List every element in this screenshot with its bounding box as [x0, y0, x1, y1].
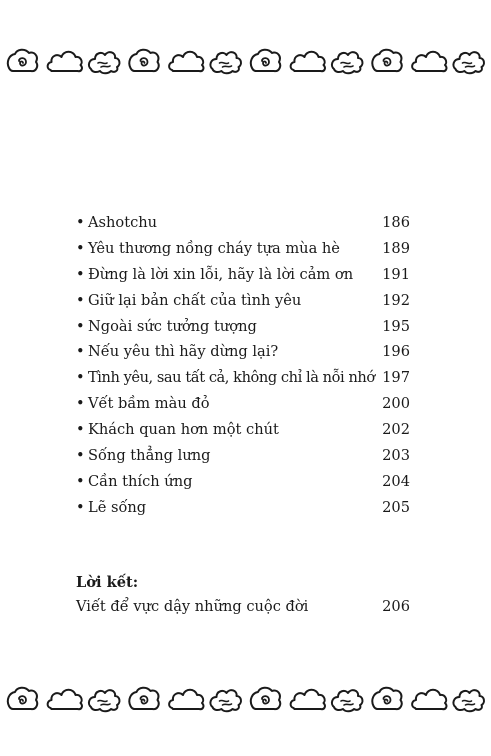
swirl-cloud-icon: [89, 690, 120, 711]
toc-entry-page: 200: [382, 395, 410, 413]
toc-entry-title: Khách quan hơn một chút: [88, 421, 279, 439]
toc-entry: [76, 318, 410, 344]
cloud-border: [4, 682, 490, 716]
toc-entry-page: 186: [382, 214, 410, 231]
bullet: •: [76, 265, 85, 283]
cloud-icon: [412, 690, 446, 709]
cloud-icon: [412, 52, 446, 71]
toc-entry-title: Ngoài sức tưởng tượng: [88, 317, 257, 335]
epilogue-section: [76, 574, 410, 624]
cloud-icon: [48, 690, 82, 709]
toc-entry: [76, 369, 410, 395]
toc-entry: [76, 499, 410, 525]
toc-entry-page: 202: [382, 421, 410, 439]
epilogue-entry: [76, 598, 410, 624]
toc-entry-page: 203: [382, 447, 410, 465]
spiral-cloud-icon: [251, 688, 280, 709]
decorative-border-bottom: [4, 682, 490, 716]
toc-entry-title: Vết bầm màu đỏ: [88, 395, 210, 413]
bullet: •: [76, 498, 85, 516]
cloud-icon: [48, 52, 82, 71]
toc-entry-title: Ashotchu: [88, 214, 158, 231]
bullet: •: [76, 239, 85, 257]
toc-entry-page: 196: [382, 343, 410, 361]
swirl-cloud-icon: [453, 52, 484, 73]
table-of-contents: [76, 214, 410, 525]
epilogue-page: 206: [382, 598, 410, 615]
bullet: •: [76, 421, 85, 439]
cloud-icon: [291, 52, 325, 71]
cloud-icon: [169, 52, 203, 71]
spiral-cloud-icon: [8, 50, 37, 71]
bullet: •: [76, 472, 85, 490]
toc-entry-title: Nếu yêu thì hãy dừng lại?: [88, 343, 279, 361]
spiral-cloud-icon: [129, 688, 158, 709]
decorative-border-top: [4, 44, 490, 78]
swirl-cloud-icon: [332, 52, 363, 73]
spiral-cloud-icon: [8, 688, 37, 709]
bullet: •: [76, 291, 85, 309]
bullet: •: [76, 447, 85, 465]
toc-entry: [76, 240, 410, 266]
spiral-cloud-icon: [372, 688, 401, 709]
toc-entry: [76, 292, 410, 318]
swirl-cloud-icon: [210, 690, 241, 711]
toc-entry-title: Sống thẳng lưng: [88, 447, 211, 465]
epilogue-title: Viết để vực dậy những cuộc đời: [76, 598, 309, 615]
toc-entry: [76, 266, 410, 292]
spiral-cloud-icon: [372, 50, 401, 71]
swirl-cloud-icon: [332, 690, 363, 711]
spiral-cloud-icon: [129, 50, 158, 71]
bullet: •: [76, 395, 85, 413]
toc-entry-title: Tình yêu, sau tất cả, không chỉ là nỗi nhớ: [88, 369, 375, 387]
toc-entry-page: 195: [382, 317, 410, 335]
toc-entry: [76, 343, 410, 369]
toc-entry-page: 205: [382, 498, 410, 516]
toc-entry-title: Lẽ sống: [88, 498, 147, 516]
epilogue-heading: Lời kết:: [76, 574, 139, 591]
bullet: •: [76, 343, 85, 361]
toc-entry-page: 197: [382, 369, 410, 387]
toc-entry: [76, 395, 410, 421]
cloud-icon: [169, 690, 203, 709]
toc-entry-title: Đừng là lời xin lỗi, hãy là lời cảm ơn: [88, 265, 354, 283]
cloud-border: [4, 44, 490, 78]
toc-entry-title: Cần thích ứng: [88, 472, 193, 490]
toc-entry: [76, 473, 410, 499]
toc-entry-page: 191: [382, 265, 410, 283]
swirl-cloud-icon: [210, 52, 241, 73]
swirl-cloud-icon: [453, 690, 484, 711]
toc-entry: [76, 214, 410, 240]
spiral-cloud-icon: [251, 50, 280, 71]
toc-entry-title: Giữ lại bản chất của tình yêu: [88, 291, 302, 309]
toc-entry: [76, 447, 410, 473]
toc-entry-title: Yêu thương nồng cháy tựa mùa hè: [88, 239, 340, 257]
toc-entry-page: 192: [382, 291, 410, 309]
toc-entry-page: 204: [382, 472, 410, 490]
toc-entry: [76, 421, 410, 447]
bullet: •: [76, 369, 85, 387]
toc-entry-page: 189: [382, 239, 410, 257]
swirl-cloud-icon: [89, 52, 120, 73]
cloud-icon: [291, 690, 325, 709]
bullet: •: [76, 317, 85, 335]
bullet: •: [76, 214, 85, 231]
